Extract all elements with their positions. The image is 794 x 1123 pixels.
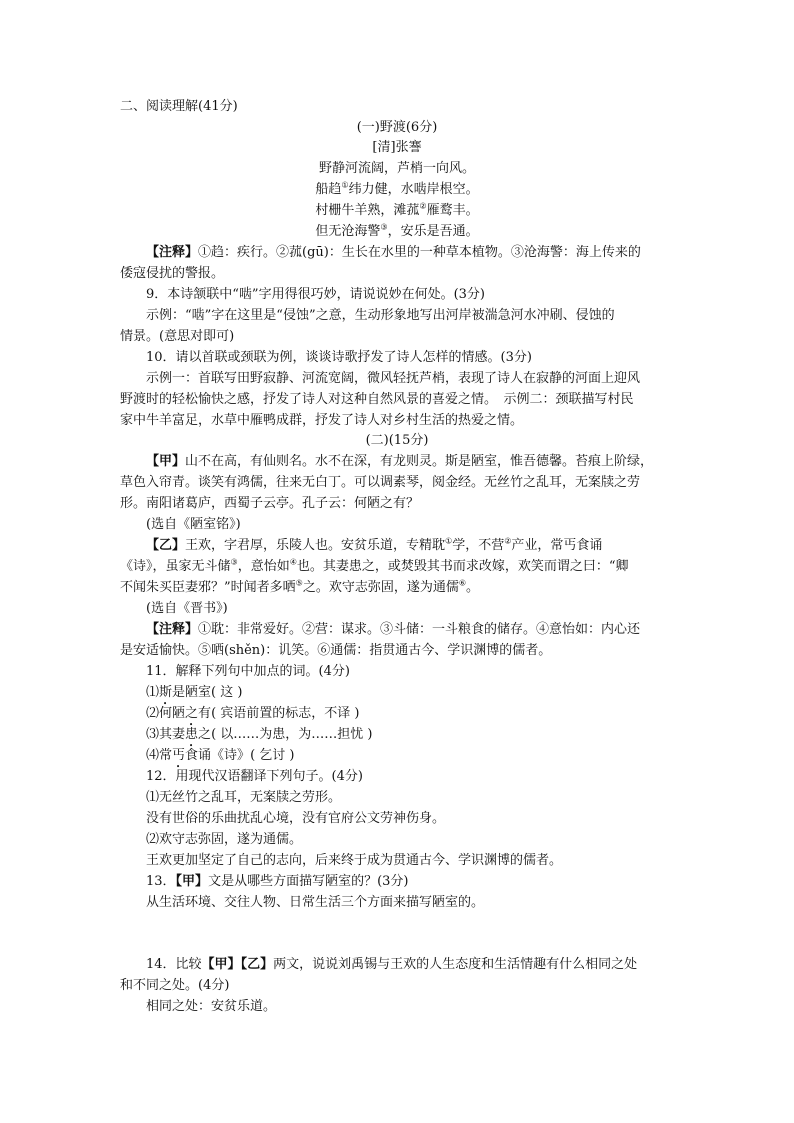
answer-9: 示例：“啮”字在这里是“侵蚀”之意，生动形象地写出河岸被湍急河水冲刷、侵蚀的 [146, 308, 615, 323]
poem-line-4: 但无沧海警③，安乐是吾通。 [315, 222, 479, 239]
text-yi-source: (选自《晋书》) [146, 601, 228, 616]
q12-answer-2: 王欢更加坚定了自己的志向，后来终于成为贯通古今、学识渊博的儒者。 [146, 853, 563, 868]
answer-10: 示例一：首联写田野寂静、河流宽阔，微风轻抚芦梢，表现了诗人在寂静的河面上迎风 [146, 371, 641, 386]
part2-heading: (二)(15分) [365, 433, 429, 448]
question-9: 9．本诗颔联中“啮”字用得很巧妙，请说说妙在何处。(3分) [146, 287, 485, 302]
poem-line-2: 船趋①纬力健，水啮岸根空。 [315, 180, 479, 197]
poem-line-3: 村栅牛羊熟，滩菰②雁鹜丰。 [315, 201, 479, 218]
answer-10-cont-2: 家中牛羊富足，水草中雁鸭成群，抒发了诗人对乡村生活的热爱之情。 [120, 413, 524, 428]
question-12: 12．用现代汉语翻译下列句子。(4分) [146, 769, 363, 784]
question-10: 10．请以首联或颈联为例，谈谈诗歌抒发了诗人怎样的情感。(3分) [146, 350, 532, 365]
question-11: 11．解释下列句中加点的词。(4分) [146, 664, 350, 679]
text-yi-cont-2: 不闻朱买臣妻邪？”时闻者多哂⑤之。欢守志弥固，遂为通儒⑥。 [120, 578, 480, 595]
question-14-cont: 和不同之处。(4分) [120, 978, 230, 993]
yi-note-cont: 是安适愉快。⑤哂(shěn)：讥笑。⑥通儒：指贯通古今、学识渊博的儒者。 [120, 643, 552, 658]
section-title: 二、阅读理解(41分) [120, 99, 238, 114]
poem-note: 【注释】①趋：疾行。②菰(gū)：生长在水里的一种草本植物。③沧海警：海上传来的 [146, 245, 641, 260]
text-jia-source: (选自《陋室铭》) [146, 517, 241, 532]
poem-line-1: 野静河流阔，芦梢一向风。 [318, 161, 475, 176]
text-jia-cont-2: 形。南阳诸葛庐，西蜀子云亭。孔子云：何陋之有？ [120, 496, 420, 511]
q11-item-3: ⑶其妻患之( 以……为患，为……担忧 ) [146, 727, 373, 742]
answer-10-cont-1: 野渡时的轻松愉快之感，抒发了诗人对这种自然风景的喜爱之情。 示例二：颈联描写村民 [120, 392, 634, 407]
poem-note-cont: 倭寇侵扰的警报。 [120, 266, 225, 281]
text-yi-cont-1: 《诗》，虽家无斗储③，意怡如④也。其妻患之，或焚毁其书而求改嫁，欢笑而谓之曰：“卿 [120, 557, 629, 574]
text-jia: 【甲】山不在高，有仙则名。水不在深，有龙则灵。斯是陋室，惟吾德馨。苔痕上阶绿， [146, 454, 654, 469]
q12-sentence-1: ⑴无丝竹之乱耳，无案牍之劳形。 [146, 790, 342, 805]
answer-9-cont: 情景。(意思对即可) [120, 329, 235, 344]
q11-item-4: ⑷常丐食诵《诗》( 乞讨 ) [146, 748, 295, 763]
q11-item-2: ⑵何陋之有( 宾语前置的标志，不译 ) [146, 706, 360, 721]
answer-14: 相同之处：安贫乐道。 [146, 999, 277, 1014]
text-yi: 【乙】王欢，字君厚，乐陵人也。安贫乐道，专精耽①学，不营②产业，常丐食诵 [146, 536, 603, 553]
question-14: 14．比较【甲】【乙】两文，说说刘禹锡与王欢的人生态度和生活情趣有什么相同之处 [146, 957, 638, 972]
q11-item-1: ⑴斯是陋室( 这 ) [146, 685, 243, 700]
q12-sentence-2: ⑵欢守志弥固，遂为通儒。 [146, 832, 303, 847]
question-13: 13．【甲】文是从哪些方面描写陋室的？(3分) [146, 874, 409, 889]
poem-heading: (一)野渡(6分) [356, 120, 438, 135]
text-jia-cont-1: 草色入帘青。谈笑有鸿儒，往来无白丁。可以调素琴，阅金经。无丝竹之乱耳，无案牍之劳 [120, 475, 641, 490]
q12-answer-1: 没有世俗的乐曲扰乱心境，没有官府公文劳神伤身。 [146, 811, 446, 826]
poem-author: [清]张謇 [372, 140, 422, 155]
answer-13: 从生活环境、交往人物、日常生活三个方面来描写陋室的。 [146, 895, 485, 910]
yi-note: 【注释】①耽：非常爱好。②营：谋求。③斗储：一斗粮食的储存。④意怡如：内心还 [146, 622, 641, 637]
